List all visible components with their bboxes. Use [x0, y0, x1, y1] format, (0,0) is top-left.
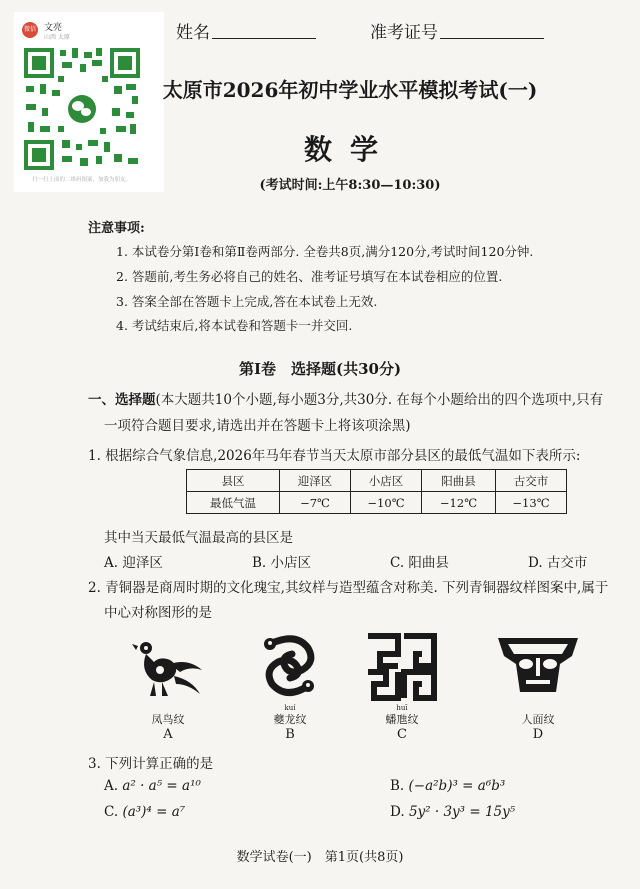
- qr-account-location: 山西 太原: [44, 34, 70, 41]
- q1-option-a: A. 迎泽区: [104, 555, 163, 571]
- human-face-pattern-icon: [494, 634, 582, 694]
- page-footer: 数学试卷(一) 第1页(共8页): [236, 850, 404, 865]
- q3-option-a: [104, 778, 201, 794]
- name-field[interactable]: [212, 37, 316, 39]
- exam-id-label: 准考证号: [370, 23, 438, 43]
- table-header-cell: 小店区: [351, 470, 422, 492]
- q3-option-d-expr: 5y² · 3y³ = 15y⁵: [408, 804, 516, 820]
- table-cell: −10℃: [351, 492, 422, 514]
- figure-b-letter: B: [285, 727, 295, 742]
- q3-option-d: [390, 804, 515, 820]
- figure-a-label: 凤鸟纹: [151, 713, 185, 726]
- q3-option-a-letter: A.: [104, 778, 123, 794]
- figure-d-label: 人面纹: [521, 713, 555, 726]
- table-cell: −7℃: [280, 492, 351, 514]
- table-header-cell: 阳曲县: [422, 470, 496, 492]
- table-cell: 最低气温: [187, 492, 280, 514]
- q1-stem: 1. 根据综合气象信息,2026年马年春节当天太原市部分县区的最低气温如下表所示:: [88, 448, 581, 464]
- q1-option-c: C. 阳曲县: [390, 555, 449, 571]
- coiled-serpent-pattern-icon: [364, 632, 438, 702]
- q3-option-b-expr: (−a²b)³ = a⁶b³: [408, 778, 506, 794]
- q3-option-a-expr: a² · a⁵ = a¹⁰: [122, 778, 201, 794]
- q1-question: 其中当天最低气温最高的县区是: [104, 530, 293, 546]
- q3-option-c: [104, 804, 185, 820]
- q1-option-d: D. 古交市: [528, 555, 588, 571]
- section-intro: [88, 388, 638, 408]
- note-item: 1. 本试卷分第Ⅰ卷和第Ⅱ卷两部分. 全卷共8页,满分120分,考试时间120分钟.: [116, 244, 534, 259]
- q2-stem-line1: 2. 青铜器是商周时期的文化瑰宝,其纹样与造型蕴含对称美. 下列青铜器纹样图案中,属于: [88, 580, 609, 596]
- q3-stem: 3. 下列计算正确的是: [88, 756, 214, 772]
- temperature-table: [186, 469, 567, 514]
- exam-time: (考试时间:上午8:30—10:30): [259, 178, 441, 193]
- qr-account-name: 文亮: [44, 23, 63, 33]
- q3-option-c-expr: (a³)⁴ = a⁷: [122, 804, 186, 820]
- table-cell: −13℃: [496, 492, 567, 514]
- q3-option-b: [390, 778, 505, 794]
- section-title: 第Ⅰ卷 选择题(共30分): [238, 360, 402, 378]
- section-intro-line1: (本大题共10个小题,每小题3分,共30分. 在每个小题给出的四个选项中,只有: [155, 392, 604, 408]
- exam-id-field[interactable]: [440, 37, 544, 39]
- q3-option-c-letter: C.: [104, 804, 123, 820]
- name-label: 姓名: [176, 23, 210, 43]
- table-header-cell: 迎泽区: [280, 470, 351, 492]
- section-intro-line2: 一项符合题目要求,请选出并在答题卡上将该项涂黑): [104, 418, 411, 434]
- q2-stem-line2: 中心对称图形的是: [104, 605, 212, 621]
- notes-heading: 注意事项:: [88, 221, 145, 236]
- table-row: [187, 492, 567, 514]
- kui-dragon-pattern-icon: [256, 630, 326, 702]
- figure-a-letter: A: [163, 727, 173, 742]
- table-header-cell: 县区: [187, 470, 280, 492]
- subject-title: 数学: [303, 133, 396, 166]
- qr-hint-text: 扫一扫上面的二维码图案，加我为朋友。: [32, 177, 132, 183]
- figure-c-letter: C: [397, 727, 407, 742]
- note-item: 4. 考试结束后,将本试卷和答题卡一并交回.: [116, 318, 353, 333]
- figure-b-pinyin: kuí: [284, 704, 296, 712]
- table-cell: −12℃: [422, 492, 496, 514]
- q1-option-b: B. 小店区: [252, 555, 312, 571]
- figure-d-letter: D: [532, 727, 544, 742]
- note-item: 2. 答题前,考生务必将自己的姓名、准考证号填写在本试卷相应的位置.: [116, 269, 503, 284]
- table-row: [187, 470, 567, 492]
- section-intro-label: 一、选择题: [88, 392, 156, 408]
- phoenix-pattern-icon: [130, 636, 206, 698]
- q3-option-d-letter: D.: [390, 804, 409, 820]
- exam-title: 太原市2026年初中学业水平模拟考试(一): [162, 78, 538, 102]
- wechat-logo-icon: 微信: [22, 22, 38, 38]
- figure-c-pinyin: huī: [396, 704, 408, 712]
- table-header-cell: 古交市: [496, 470, 567, 492]
- figure-c-label: 蟠虺纹: [385, 713, 419, 726]
- figure-b-label: 夔龙纹: [273, 713, 307, 726]
- note-item: 3. 答案全部在答题卡上完成,答在本试卷上无效.: [116, 294, 378, 309]
- q3-option-b-letter: B.: [390, 778, 409, 794]
